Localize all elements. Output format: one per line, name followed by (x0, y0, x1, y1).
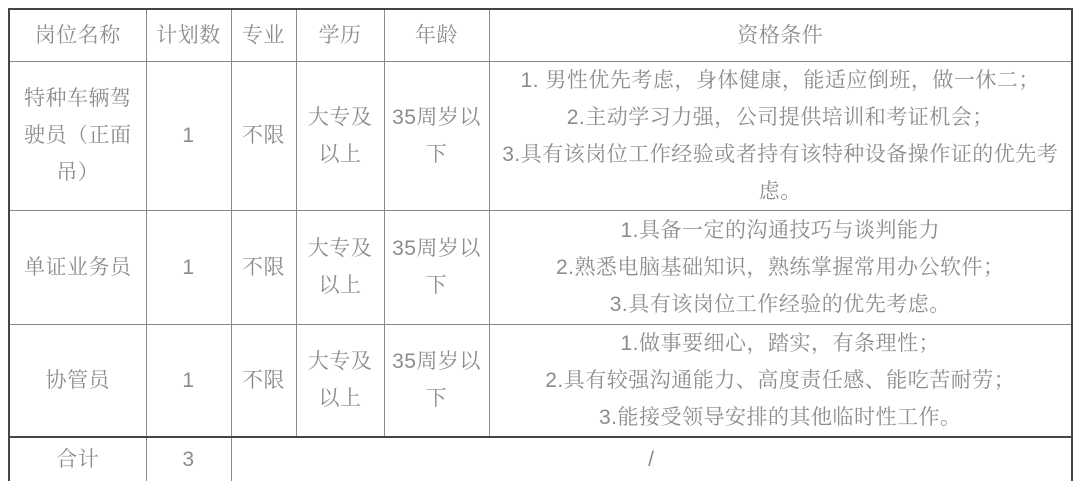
cell-plan-count: 1 (146, 61, 231, 210)
footer-total: 3 (146, 437, 231, 481)
cell-qualifications (489, 324, 1072, 437)
cell-plan-count: 1 (146, 324, 231, 437)
cell-major: 不限 (231, 210, 296, 324)
qualification-line: 1.做事要细心，踏实，有条理性； (620, 331, 940, 355)
cell-age: 35周岁以下 (384, 210, 489, 324)
qualification-line: 3.具有该岗位工作经验或者持有该特种设备操作证的优先考虑。 (502, 142, 1059, 203)
qualification-line: 3.具有该岗位工作经验的优先考虑。 (609, 292, 951, 316)
header-major: 专业 (231, 9, 296, 61)
cell-position: 协管员 (9, 324, 146, 437)
table-footer-row (9, 437, 1072, 481)
header-education: 学历 (296, 9, 384, 61)
footer-merged-cell: / (231, 437, 1072, 481)
cell-qualifications (489, 61, 1072, 210)
cell-position: 特种车辆驾驶员（正面吊） (9, 61, 146, 210)
cell-plan-count: 1 (146, 210, 231, 324)
job-positions-table (8, 8, 1073, 481)
header-age: 年龄 (384, 9, 489, 61)
qualification-line: 2.主动学习力强，公司提供培训和考证机会； (566, 105, 994, 129)
cell-qualifications (489, 210, 1072, 324)
table-row (9, 210, 1072, 324)
header-plan-count: 计划数 (146, 9, 231, 61)
cell-education: 大专及以上 (296, 324, 384, 437)
header-position: 岗位名称 (9, 9, 146, 61)
qualification-line: 1. 男性优先考虑，身体健康，能适应倒班，做一休二； (520, 68, 1040, 92)
footer-label: 合计 (9, 437, 146, 481)
cell-position: 单证业务员 (9, 210, 146, 324)
qualification-line: 3.能接受领导安排的其他临时性工作。 (598, 405, 962, 429)
header-qualifications: 资格条件 (489, 9, 1072, 61)
table-row (9, 324, 1072, 437)
cell-age: 35周岁以下 (384, 324, 489, 437)
table-row (9, 61, 1072, 210)
cell-major: 不限 (231, 324, 296, 437)
cell-education: 大专及以上 (296, 61, 384, 210)
qualification-line: 1.具备一定的沟通技巧与谈判能力 (620, 218, 940, 242)
cell-education: 大专及以上 (296, 210, 384, 324)
qualification-line: 2.具有较强沟通能力、高度责任感、能吃苦耐劳； (545, 368, 1016, 392)
cell-age: 35周岁以下 (384, 61, 489, 210)
cell-major: 不限 (231, 61, 296, 210)
qualification-line: 2.熟悉电脑基础知识，熟练掌握常用办公软件； (555, 255, 1005, 279)
table-header-row (9, 9, 1072, 61)
